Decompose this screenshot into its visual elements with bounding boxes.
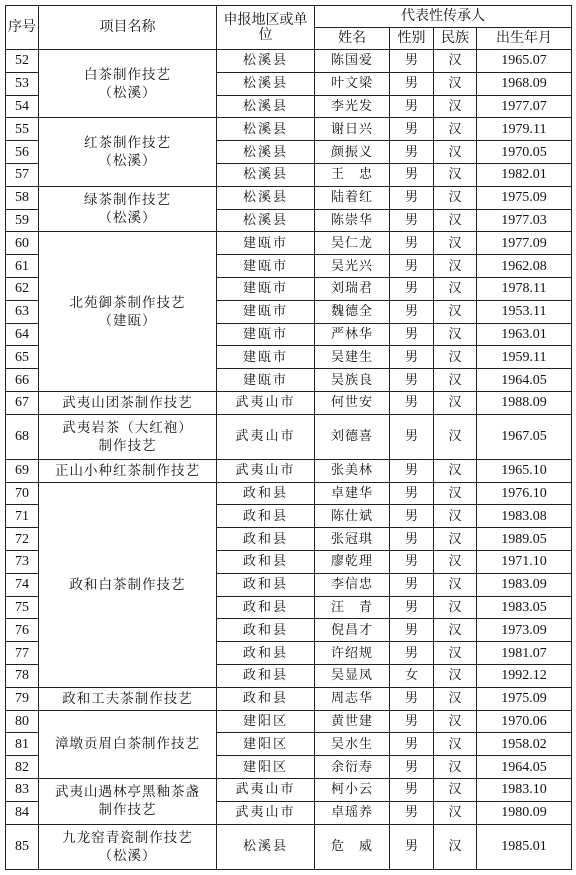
birth-cell: 1977.03 [477,209,572,232]
gender-cell: 男 [390,50,434,73]
gender-cell: 男 [390,687,434,710]
gender-cell: 男 [390,277,434,300]
birth-cell: 1967.05 [477,414,572,459]
birth-cell: 1982.01 [477,163,572,186]
row-index: 54 [6,95,39,118]
region-cell: 松溪县 [217,72,315,95]
birth-cell: 1964.05 [477,369,572,392]
region-cell: 政和县 [217,505,315,528]
inheritor-name: 李信忠 [315,573,390,596]
gender-cell: 男 [390,710,434,733]
birth-cell: 1973.09 [477,619,572,642]
inheritor-name: 吴水生 [315,733,390,756]
ethnicity-cell: 汉 [434,528,477,551]
inheritor-name: 刘瑞君 [315,277,390,300]
region-cell: 松溪县 [217,209,315,232]
row-index: 59 [6,209,39,232]
birth-cell: 1970.06 [477,710,572,733]
ethnicity-cell: 汉 [434,459,477,482]
row-index: 72 [6,528,39,551]
row-index: 78 [6,664,39,687]
gender-cell: 男 [390,209,434,232]
gender-cell: 男 [390,391,434,414]
inheritor-name: 何世安 [315,391,390,414]
birth-cell: 1968.09 [477,72,572,95]
row-index: 84 [6,801,39,824]
row-index: 70 [6,482,39,505]
birth-cell: 1959.11 [477,346,572,369]
region-cell: 武夷山市 [217,414,315,459]
row-index: 66 [6,369,39,392]
region-cell: 建瓯市 [217,255,315,278]
gender-cell: 男 [390,482,434,505]
row-index: 61 [6,255,39,278]
ethnicity-cell: 汉 [434,72,477,95]
ethnicity-cell: 汉 [434,50,477,73]
ethnicity-cell: 汉 [434,824,477,869]
project-name: 漳墩贡眉白茶制作技艺 [39,710,217,778]
row-index: 83 [6,778,39,801]
birth-cell: 1988.09 [477,391,572,414]
region-cell: 松溪县 [217,186,315,209]
row-index: 69 [6,459,39,482]
inheritor-table [5,5,572,870]
birth-cell: 1983.05 [477,596,572,619]
inheritor-name: 严林华 [315,323,390,346]
inheritor-name: 张冠琪 [315,528,390,551]
row-index: 85 [6,824,39,869]
gender-cell: 男 [390,118,434,141]
ethnicity-cell: 汉 [434,323,477,346]
row-index: 57 [6,163,39,186]
table-row [6,778,572,801]
inheritor-name: 陈仕斌 [315,505,390,528]
region-cell: 政和县 [217,550,315,573]
header-index: 序号 [6,6,39,50]
ethnicity-cell: 汉 [434,209,477,232]
gender-cell: 男 [390,163,434,186]
birth-cell: 1963.01 [477,323,572,346]
region-cell: 建阳区 [217,756,315,779]
ethnicity-cell: 汉 [434,710,477,733]
header-ethnicity: 民族 [434,28,477,50]
row-index: 81 [6,733,39,756]
region-cell: 松溪县 [217,95,315,118]
ethnicity-cell: 汉 [434,596,477,619]
table-row [6,459,572,482]
inheritor-name: 卓瑶养 [315,801,390,824]
region-cell: 松溪县 [217,50,315,73]
birth-cell: 1958.02 [477,733,572,756]
table-row [6,482,572,505]
region-cell: 建瓯市 [217,323,315,346]
project-name: 武夷山遇林亭黑釉茶盏 制作技艺 [39,778,217,824]
birth-cell: 1981.07 [477,642,572,665]
ethnicity-cell: 汉 [434,619,477,642]
region-cell: 武夷山市 [217,459,315,482]
row-index: 77 [6,642,39,665]
gender-cell: 男 [390,300,434,323]
gender-cell: 男 [390,596,434,619]
inheritor-name: 陈崇华 [315,209,390,232]
ethnicity-cell: 汉 [434,369,477,392]
row-index: 63 [6,300,39,323]
row-index: 79 [6,687,39,710]
ethnicity-cell: 汉 [434,391,477,414]
table-row [6,414,572,459]
inheritor-name: 卓建华 [315,482,390,505]
ethnicity-cell: 汉 [434,778,477,801]
region-cell: 建瓯市 [217,277,315,300]
ethnicity-cell: 汉 [434,801,477,824]
region-cell: 建阳区 [217,733,315,756]
birth-cell: 1964.05 [477,756,572,779]
birth-cell: 1975.09 [477,186,572,209]
row-index: 67 [6,391,39,414]
birth-cell: 1977.09 [477,232,572,255]
gender-cell: 男 [390,778,434,801]
birth-cell: 1979.11 [477,118,572,141]
inheritor-name: 廖乾理 [315,550,390,573]
gender-cell: 男 [390,756,434,779]
gender-cell: 男 [390,573,434,596]
region-cell: 政和县 [217,687,315,710]
header-gender: 性别 [390,28,434,50]
project-name: 政和白茶制作技艺 [39,482,217,687]
inheritor-name: 危 威 [315,824,390,869]
region-cell: 武夷山市 [217,391,315,414]
gender-cell: 男 [390,550,434,573]
table-row [6,118,572,141]
table-row [6,824,572,869]
inheritor-name: 陆着红 [315,186,390,209]
ethnicity-cell: 汉 [434,414,477,459]
project-name: 武夷山团茶制作技艺 [39,391,217,414]
table-row [6,186,572,209]
birth-cell: 1953.11 [477,300,572,323]
ethnicity-cell: 汉 [434,505,477,528]
project-name: 北苑御茶制作技艺 （建瓯） [39,232,217,392]
birth-cell: 1970.05 [477,141,572,164]
row-index: 73 [6,550,39,573]
ethnicity-cell: 汉 [434,163,477,186]
inheritor-name: 汪 青 [315,596,390,619]
header-birth: 出生年月 [477,28,572,50]
gender-cell: 男 [390,459,434,482]
gender-cell: 男 [390,414,434,459]
gender-cell: 男 [390,72,434,95]
row-index: 56 [6,141,39,164]
row-index: 60 [6,232,39,255]
birth-cell: 1983.08 [477,505,572,528]
inheritor-name: 许绍规 [315,642,390,665]
region-cell: 政和县 [217,573,315,596]
birth-cell: 1975.09 [477,687,572,710]
row-index: 58 [6,186,39,209]
ethnicity-cell: 汉 [434,642,477,665]
region-cell: 建瓯市 [217,369,315,392]
region-cell: 政和县 [217,596,315,619]
ethnicity-cell: 汉 [434,255,477,278]
table-row [6,710,572,733]
project-name: 白茶制作技艺 （松溪） [39,50,217,118]
region-cell: 建阳区 [217,710,315,733]
row-index: 80 [6,710,39,733]
region-cell: 建瓯市 [217,300,315,323]
inheritor-name: 王 忠 [315,163,390,186]
project-name: 正山小种红茶制作技艺 [39,459,217,482]
project-name: 政和工夫茶制作技艺 [39,687,217,710]
gender-cell: 男 [390,505,434,528]
row-index: 68 [6,414,39,459]
region-cell: 松溪县 [217,163,315,186]
gender-cell: 男 [390,528,434,551]
ethnicity-cell: 汉 [434,300,477,323]
birth-cell: 1978.11 [477,277,572,300]
ethnicity-cell: 汉 [434,232,477,255]
gender-cell: 男 [390,824,434,869]
ethnicity-cell: 汉 [434,95,477,118]
gender-cell: 男 [390,369,434,392]
row-index: 53 [6,72,39,95]
inheritor-name: 李光发 [315,95,390,118]
region-cell: 建瓯市 [217,232,315,255]
gender-cell: 男 [390,323,434,346]
gender-cell: 男 [390,232,434,255]
birth-cell: 1980.09 [477,801,572,824]
ethnicity-cell: 汉 [434,277,477,300]
ethnicity-cell: 汉 [434,733,477,756]
region-cell: 松溪县 [217,824,315,869]
region-cell: 松溪县 [217,141,315,164]
region-cell: 政和县 [217,482,315,505]
region-cell: 建瓯市 [217,346,315,369]
table-row [6,232,572,255]
inheritor-name: 刘德喜 [315,414,390,459]
gender-cell: 男 [390,642,434,665]
table-row [6,391,572,414]
region-cell: 政和县 [217,619,315,642]
birth-cell: 1983.09 [477,573,572,596]
inheritor-name: 吴显凤 [315,664,390,687]
inheritor-name: 吴族良 [315,369,390,392]
birth-cell: 1971.10 [477,550,572,573]
region-cell: 政和县 [217,528,315,551]
ethnicity-cell: 汉 [434,118,477,141]
ethnicity-cell: 汉 [434,186,477,209]
gender-cell: 男 [390,141,434,164]
gender-cell: 男 [390,186,434,209]
ethnicity-cell: 汉 [434,573,477,596]
table-row [6,687,572,710]
ethnicity-cell: 汉 [434,664,477,687]
project-name: 红茶制作技艺 （松溪） [39,118,217,186]
region-cell: 政和县 [217,664,315,687]
gender-cell: 男 [390,95,434,118]
header-inheritor-group: 代表性传承人 [315,6,572,28]
ethnicity-cell: 汉 [434,687,477,710]
inheritor-name: 吴建生 [315,346,390,369]
region-cell: 政和县 [217,642,315,665]
project-name: 绿茶制作技艺 （松溪） [39,186,217,232]
inheritor-name: 张美林 [315,459,390,482]
gender-cell: 男 [390,346,434,369]
inheritor-name: 周志华 [315,687,390,710]
gender-cell: 女 [390,664,434,687]
header-project: 项目名称 [39,6,217,50]
inheritor-name: 柯小云 [315,778,390,801]
birth-cell: 1965.07 [477,50,572,73]
table-body [6,50,572,870]
birth-cell: 1983.10 [477,778,572,801]
birth-cell: 1965.10 [477,459,572,482]
inheritor-name: 陈国爱 [315,50,390,73]
gender-cell: 男 [390,801,434,824]
region-cell: 武夷山市 [217,778,315,801]
header-region: 申报地区或单位 [217,6,315,50]
row-index: 75 [6,596,39,619]
row-index: 76 [6,619,39,642]
birth-cell: 1989.05 [477,528,572,551]
inheritor-name: 黄世建 [315,710,390,733]
inheritor-name: 魏德全 [315,300,390,323]
inheritor-name: 谢日兴 [315,118,390,141]
inheritor-name: 叶文梁 [315,72,390,95]
gender-cell: 男 [390,619,434,642]
birth-cell: 1992.12 [477,664,572,687]
inheritor-name: 余衍寿 [315,756,390,779]
ethnicity-cell: 汉 [434,346,477,369]
inheritor-name: 倪昌才 [315,619,390,642]
gender-cell: 男 [390,733,434,756]
ethnicity-cell: 汉 [434,482,477,505]
table-row [6,50,572,73]
row-index: 65 [6,346,39,369]
inheritor-name: 颜振义 [315,141,390,164]
region-cell: 武夷山市 [217,801,315,824]
project-name: 武夷岩茶（大红袍） 制作技艺 [39,414,217,459]
row-index: 62 [6,277,39,300]
birth-cell: 1977.07 [477,95,572,118]
row-index: 74 [6,573,39,596]
project-name: 九龙窑青瓷制作技艺 （松溪） [39,824,217,869]
birth-cell: 1985.01 [477,824,572,869]
birth-cell: 1976.10 [477,482,572,505]
ethnicity-cell: 汉 [434,550,477,573]
row-index: 71 [6,505,39,528]
row-index: 82 [6,756,39,779]
region-cell: 松溪县 [217,118,315,141]
birth-cell: 1962.08 [477,255,572,278]
ethnicity-cell: 汉 [434,756,477,779]
inheritor-name: 吴仁龙 [315,232,390,255]
row-index: 55 [6,118,39,141]
row-index: 64 [6,323,39,346]
row-index: 52 [6,50,39,73]
ethnicity-cell: 汉 [434,141,477,164]
inheritor-name: 吴光兴 [315,255,390,278]
header-name: 姓名 [315,28,390,50]
gender-cell: 男 [390,255,434,278]
